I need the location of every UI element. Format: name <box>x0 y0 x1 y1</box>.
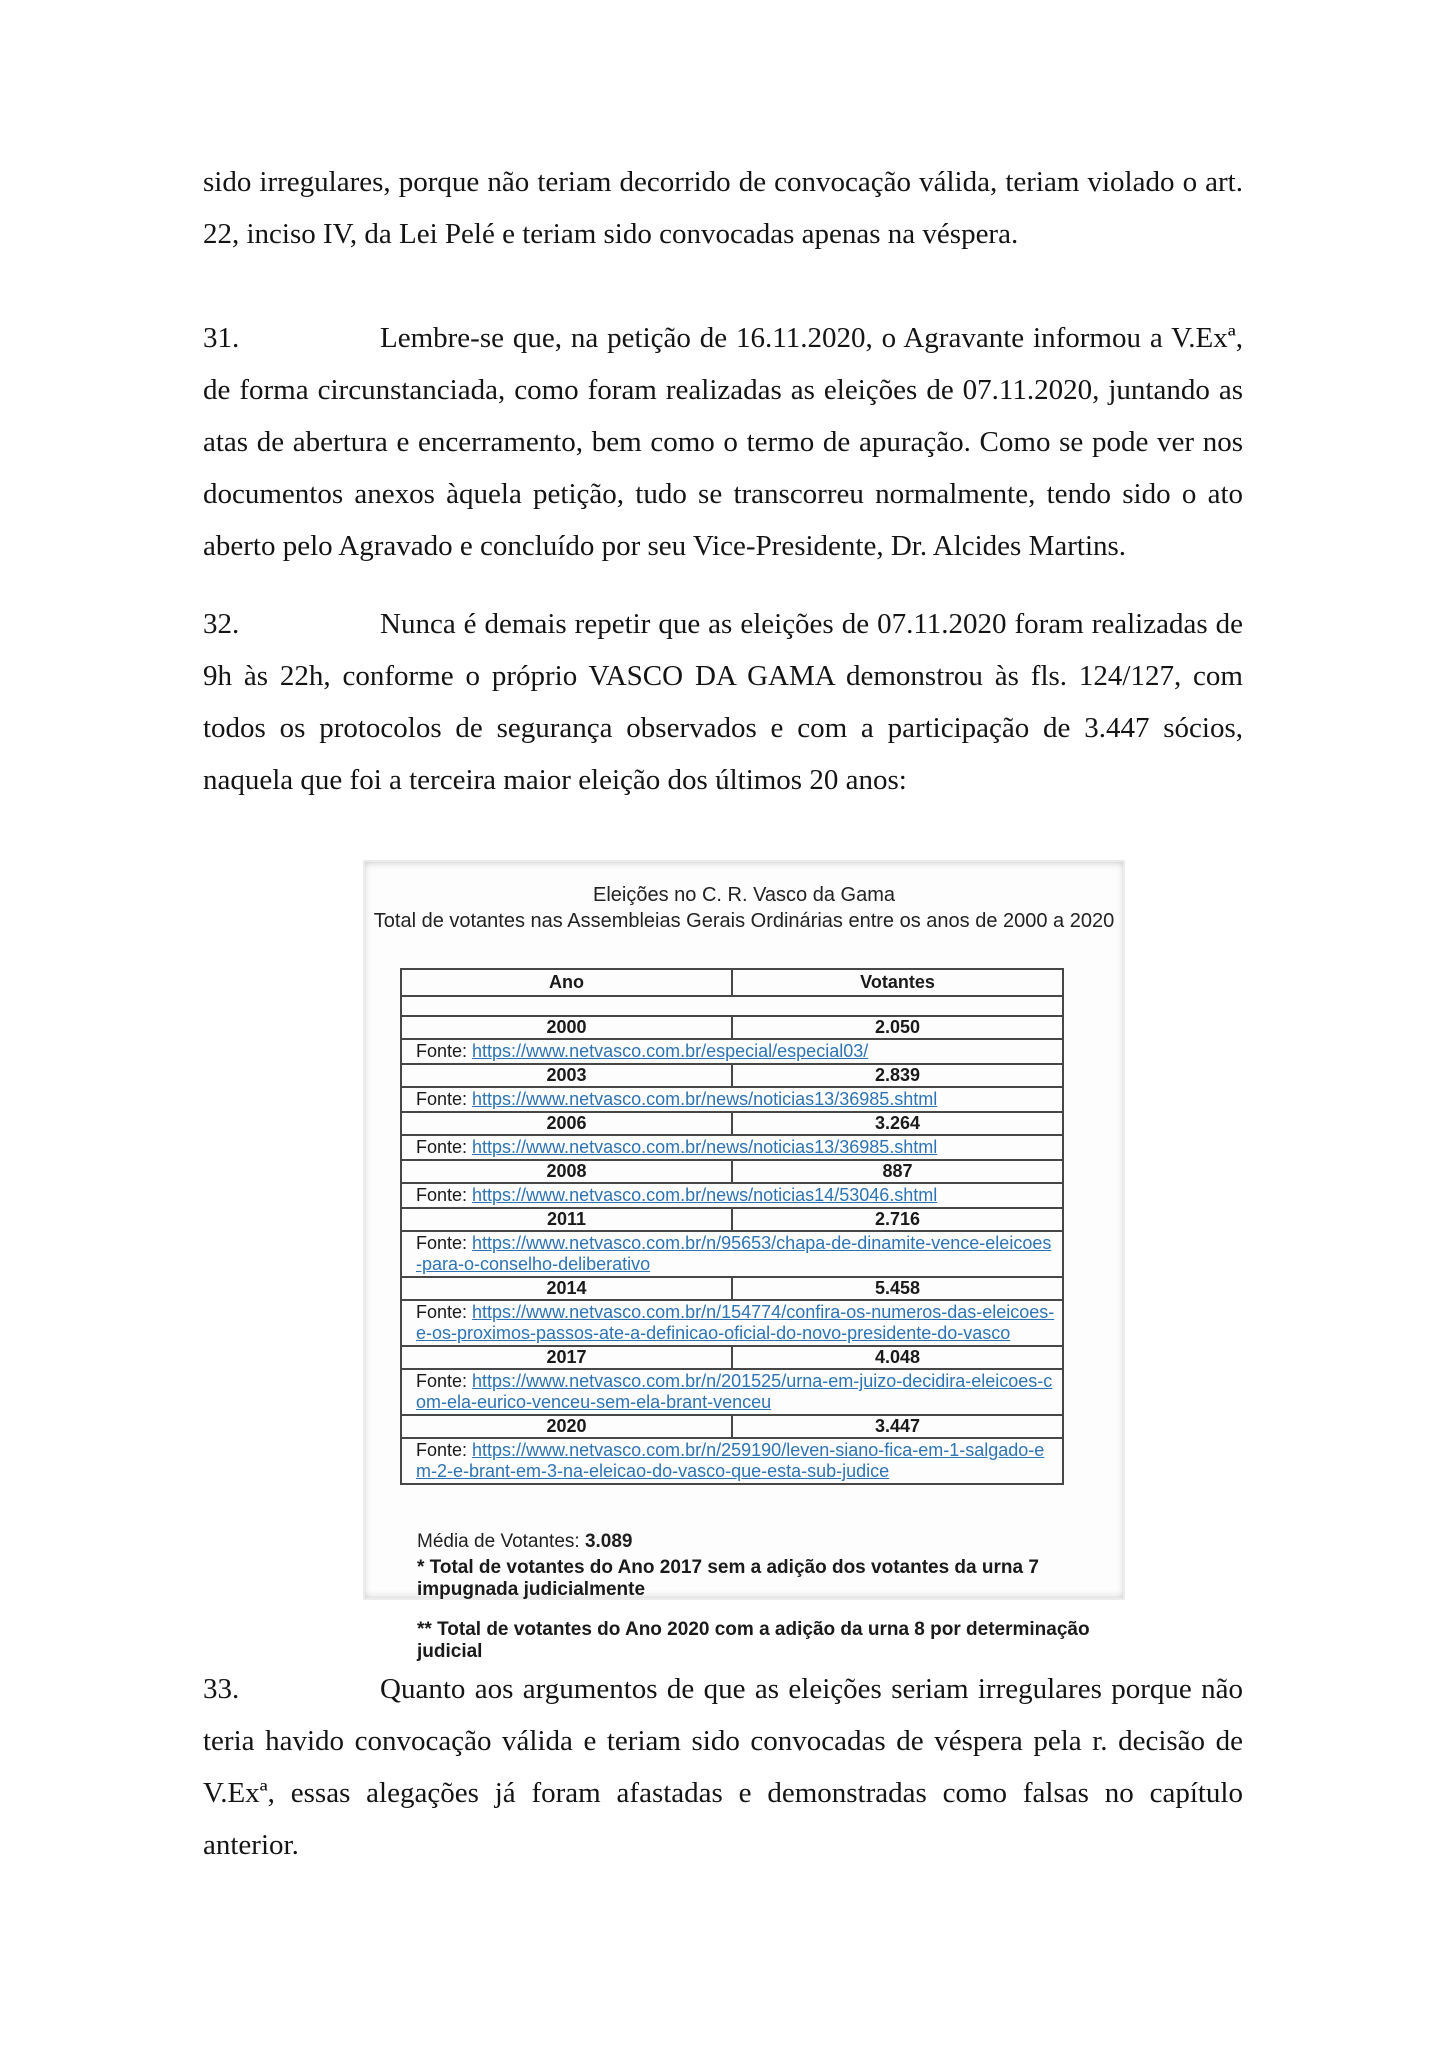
fonte-link[interactable]: https://www.netvasco.com.br/news/noticias13/36985.shtml <box>472 1089 938 1109</box>
year-row <box>401 1208 1063 1231</box>
table-body <box>401 1016 1063 1484</box>
year-cell: 2020 <box>401 1415 732 1438</box>
votantes-cell: 4.048 <box>732 1346 1063 1369</box>
fonte-row <box>401 1300 1063 1346</box>
fonte-label: Fonte: <box>416 1137 473 1157</box>
fonte-row <box>401 1087 1063 1112</box>
fonte-label: Fonte: <box>416 1233 473 1253</box>
fonte-label: Fonte: <box>416 1371 473 1391</box>
fonte-cell <box>401 1231 1063 1277</box>
figure-subtitle: Total de votantes nas Assembleias Gerais Ordinárias entre os anos de 2000 a 2020 <box>373 910 1115 932</box>
paragraph-continuation <box>203 156 1243 260</box>
spacer-row <box>401 996 1063 1016</box>
paragraph-text: Nunca é demais repetir que as eleições de 07.11.2020 foram realizadas de 9h às 22h, conforme o próprio VASCO DA GAMA demonstrou às fls. 124/127, com todos os protocolos de segurança observados e com a participação de 3.447 sócios, naquela que foi a terceira maior eleição dos últimos 20 anos: <box>203 608 1243 796</box>
votes-table <box>400 968 1064 1485</box>
fonte-link[interactable]: https://www.netvasco.com.br/n/154774/confira-os-numeros-das-eleicoes-e-os-proximos-passos-ate-a-definicao-oficial-do-novo-presidente-do-vasco <box>416 1302 1055 1343</box>
paragraph-number: 32. <box>203 608 240 640</box>
fonte-cell <box>401 1369 1063 1415</box>
fonte-cell <box>401 1135 1063 1160</box>
year-cell: 2000 <box>401 1016 732 1039</box>
spacer-cell <box>401 996 1063 1016</box>
fonte-cell <box>401 1300 1063 1346</box>
fonte-row <box>401 1039 1063 1064</box>
media-votantes-value: 3.089 <box>584 1531 633 1552</box>
media-votantes-line <box>417 1529 1123 1555</box>
paragraph-number: 31. <box>203 322 240 354</box>
fonte-link[interactable]: https://www.netvasco.com.br/n/95653/chapa-de-dinamite-vence-eleicoes-para-o-conselho-deliberativo <box>416 1233 1052 1274</box>
fonte-cell <box>401 1039 1063 1064</box>
paragraph-text: Quanto aos argumentos de que as eleições seriam irregulares porque não teria havido convocação válida e teriam sido convocadas de véspera pela r. decisão de V.Exª, essas alegações já foram afastadas e demonstradas como falsas no capítulo anterior. <box>203 1673 1243 1861</box>
paragraph-31 <box>203 312 1243 572</box>
fonte-label: Fonte: <box>416 1089 473 1109</box>
year-cell: 2014 <box>401 1277 732 1300</box>
column-header-ano: Ano <box>401 969 732 996</box>
fonte-link[interactable]: https://www.netvasco.com.br/especial/especial03/ <box>472 1041 869 1061</box>
media-votantes-label: Média de Votantes: <box>417 1531 580 1552</box>
embedded-table-image <box>363 860 1125 1662</box>
paragraph-33 <box>203 1663 1243 1871</box>
fonte-link[interactable]: https://www.netvasco.com.br/n/259190/leven-siano-fica-em-1-salgado-em-2-e-brant-em-3-na-eleicao-do-vasco-que-esta-sub-judice <box>416 1440 1045 1481</box>
year-row <box>401 1277 1063 1300</box>
year-cell: 2003 <box>401 1064 732 1087</box>
fonte-row <box>401 1135 1063 1160</box>
fonte-cell <box>401 1087 1063 1112</box>
paragraph-number: 33. <box>203 1673 240 1705</box>
paragraph-text: sido irregulares, porque não teriam decorrido de convocação válida, teriam violado o art. 22, inciso IV, da Lei Pelé e teriam sido convocadas apenas na véspera. <box>203 166 1243 250</box>
year-row <box>401 1112 1063 1135</box>
footnote-2017: * Total de votantes do Ano 2017 sem a adição dos votantes da urna 7 impugnada judicialmente <box>417 1557 1039 1600</box>
footnote-2020: ** Total de votantes do Ano 2020 com a adição da urna 8 por determinação judicial <box>417 1619 1090 1662</box>
paragraph-text: Lembre-se que, na petição de 16.11.2020, o Agravante informou a V.Exª, de forma circunstanciada, como foram realizadas as eleições de 07.11.2020, juntando as atas de abertura e encerramento, bem como o termo de apuração. Como se pode ver nos documentos anexos àquela petição, tudo se transcorreu normalmente, tendo sido o ato aberto pelo Agravado e concluído por seu Vice-Presidente, Dr. Alcides Martins. <box>203 322 1243 562</box>
votantes-cell: 3.264 <box>732 1112 1063 1135</box>
fonte-label: Fonte: <box>416 1041 473 1061</box>
fonte-row <box>401 1231 1063 1277</box>
fonte-row <box>401 1183 1063 1208</box>
column-header-votantes: Votantes <box>732 969 1063 996</box>
votantes-cell: 2.839 <box>732 1064 1063 1087</box>
fonte-row <box>401 1369 1063 1415</box>
year-row <box>401 1016 1063 1039</box>
year-cell: 2011 <box>401 1208 732 1231</box>
year-cell: 2008 <box>401 1160 732 1183</box>
year-row <box>401 1064 1063 1087</box>
year-cell: 2017 <box>401 1346 732 1369</box>
year-row <box>401 1415 1063 1438</box>
fonte-row <box>401 1438 1063 1484</box>
votantes-cell: 3.447 <box>732 1415 1063 1438</box>
fonte-cell <box>401 1438 1063 1484</box>
year-row <box>401 1160 1063 1183</box>
year-row <box>401 1346 1063 1369</box>
fonte-label: Fonte: <box>416 1185 473 1205</box>
fonte-link[interactable]: https://www.netvasco.com.br/n/201525/urna-em-juizo-decidira-eleicoes-com-ela-eurico-venceu-sem-ela-brant-venceu <box>416 1371 1053 1412</box>
votantes-cell: 887 <box>732 1160 1063 1183</box>
table-header-row <box>401 969 1063 996</box>
fonte-link[interactable]: https://www.netvasco.com.br/news/noticias14/53046.shtml <box>472 1185 938 1205</box>
fonte-label: Fonte: <box>416 1440 473 1460</box>
fonte-cell <box>401 1183 1063 1208</box>
paragraph-32 <box>203 598 1243 806</box>
fonte-link[interactable]: https://www.netvasco.com.br/news/noticias13/36985.shtml <box>472 1137 938 1157</box>
year-cell: 2006 <box>401 1112 732 1135</box>
votantes-cell: 5.458 <box>732 1277 1063 1300</box>
votantes-cell: 2.716 <box>732 1208 1063 1231</box>
figure-title: Eleições no C. R. Vasco da Gama <box>593 884 895 906</box>
fonte-label: Fonte: <box>416 1302 473 1322</box>
votantes-cell: 2.050 <box>732 1016 1063 1039</box>
